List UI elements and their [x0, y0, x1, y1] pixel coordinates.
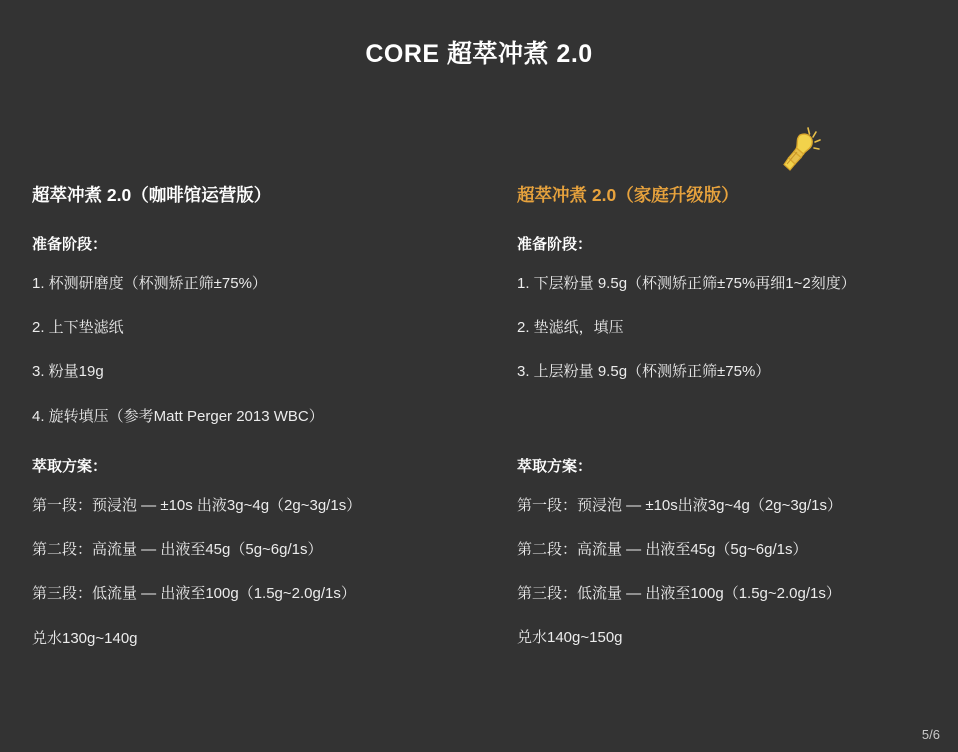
extraction-item: 兑水130g~140g	[32, 629, 138, 647]
section-gap	[517, 383, 958, 455]
extraction-item: 第三段：低流量 — 出液至100g（1.5g~2.0g/1s）	[517, 585, 841, 602]
extraction-item: 第二段：高流量 — 出液至45g（5g~6g/1s）	[517, 540, 808, 558]
column-cafe-version	[32, 184, 492, 649]
prep-item: 3. 上层粉量 9.5g（杯测矫正筛±75%）	[517, 363, 771, 381]
page-number: 5/6	[921, 727, 940, 742]
extraction-section-label: 萃取方案：	[517, 457, 593, 475]
prep-item: 4. 旋转填压（参考Matt Perger 2013 WBC）	[32, 407, 324, 425]
extraction-item: 第一段：预浸泡 — ±10s出液3g~4g（2g~3g/1s）	[517, 496, 843, 514]
column-home-version	[517, 184, 958, 649]
page-title: CORE 超萃冲煮 2.0	[365, 40, 593, 68]
prep-section-label: 准备阶段：	[32, 235, 108, 253]
lightbulb-icon	[770, 126, 824, 174]
extraction-item: 第二段：高流量 — 出液至45g（5g~6g/1s）	[32, 541, 323, 558]
extraction-item: 第三段：低流量 — 出液至100g（1.5g~2.0g/1s）	[32, 585, 356, 603]
prep-item: 1. 杯测研磨度（杯测矫正筛±75%）	[32, 274, 267, 292]
column-heading: 超萃冲煮 2.0（家庭升级版）	[517, 185, 739, 205]
prep-section-label: 准备阶段：	[517, 235, 593, 253]
prep-item: 2. 垫滤纸，填压	[517, 319, 624, 336]
prep-item: 1. 下层粉量 9.5g（杯测矫正筛±75%再细1~2刻度）	[517, 274, 856, 292]
extraction-item: 第一段：预浸泡 — ±10s 出液3g~4g（2g~3g/1s）	[32, 496, 362, 514]
column-heading: 超萃冲煮 2.0（咖啡馆运营版）	[32, 185, 272, 205]
prep-item: 3. 粉量19g	[32, 363, 104, 381]
extraction-section-label: 萃取方案：	[32, 457, 108, 475]
prep-item: 2. 上下垫滤纸	[32, 319, 124, 336]
slide	[0, 34, 958, 752]
section-gap	[32, 427, 492, 455]
extraction-item: 兑水140g~150g	[517, 629, 623, 647]
